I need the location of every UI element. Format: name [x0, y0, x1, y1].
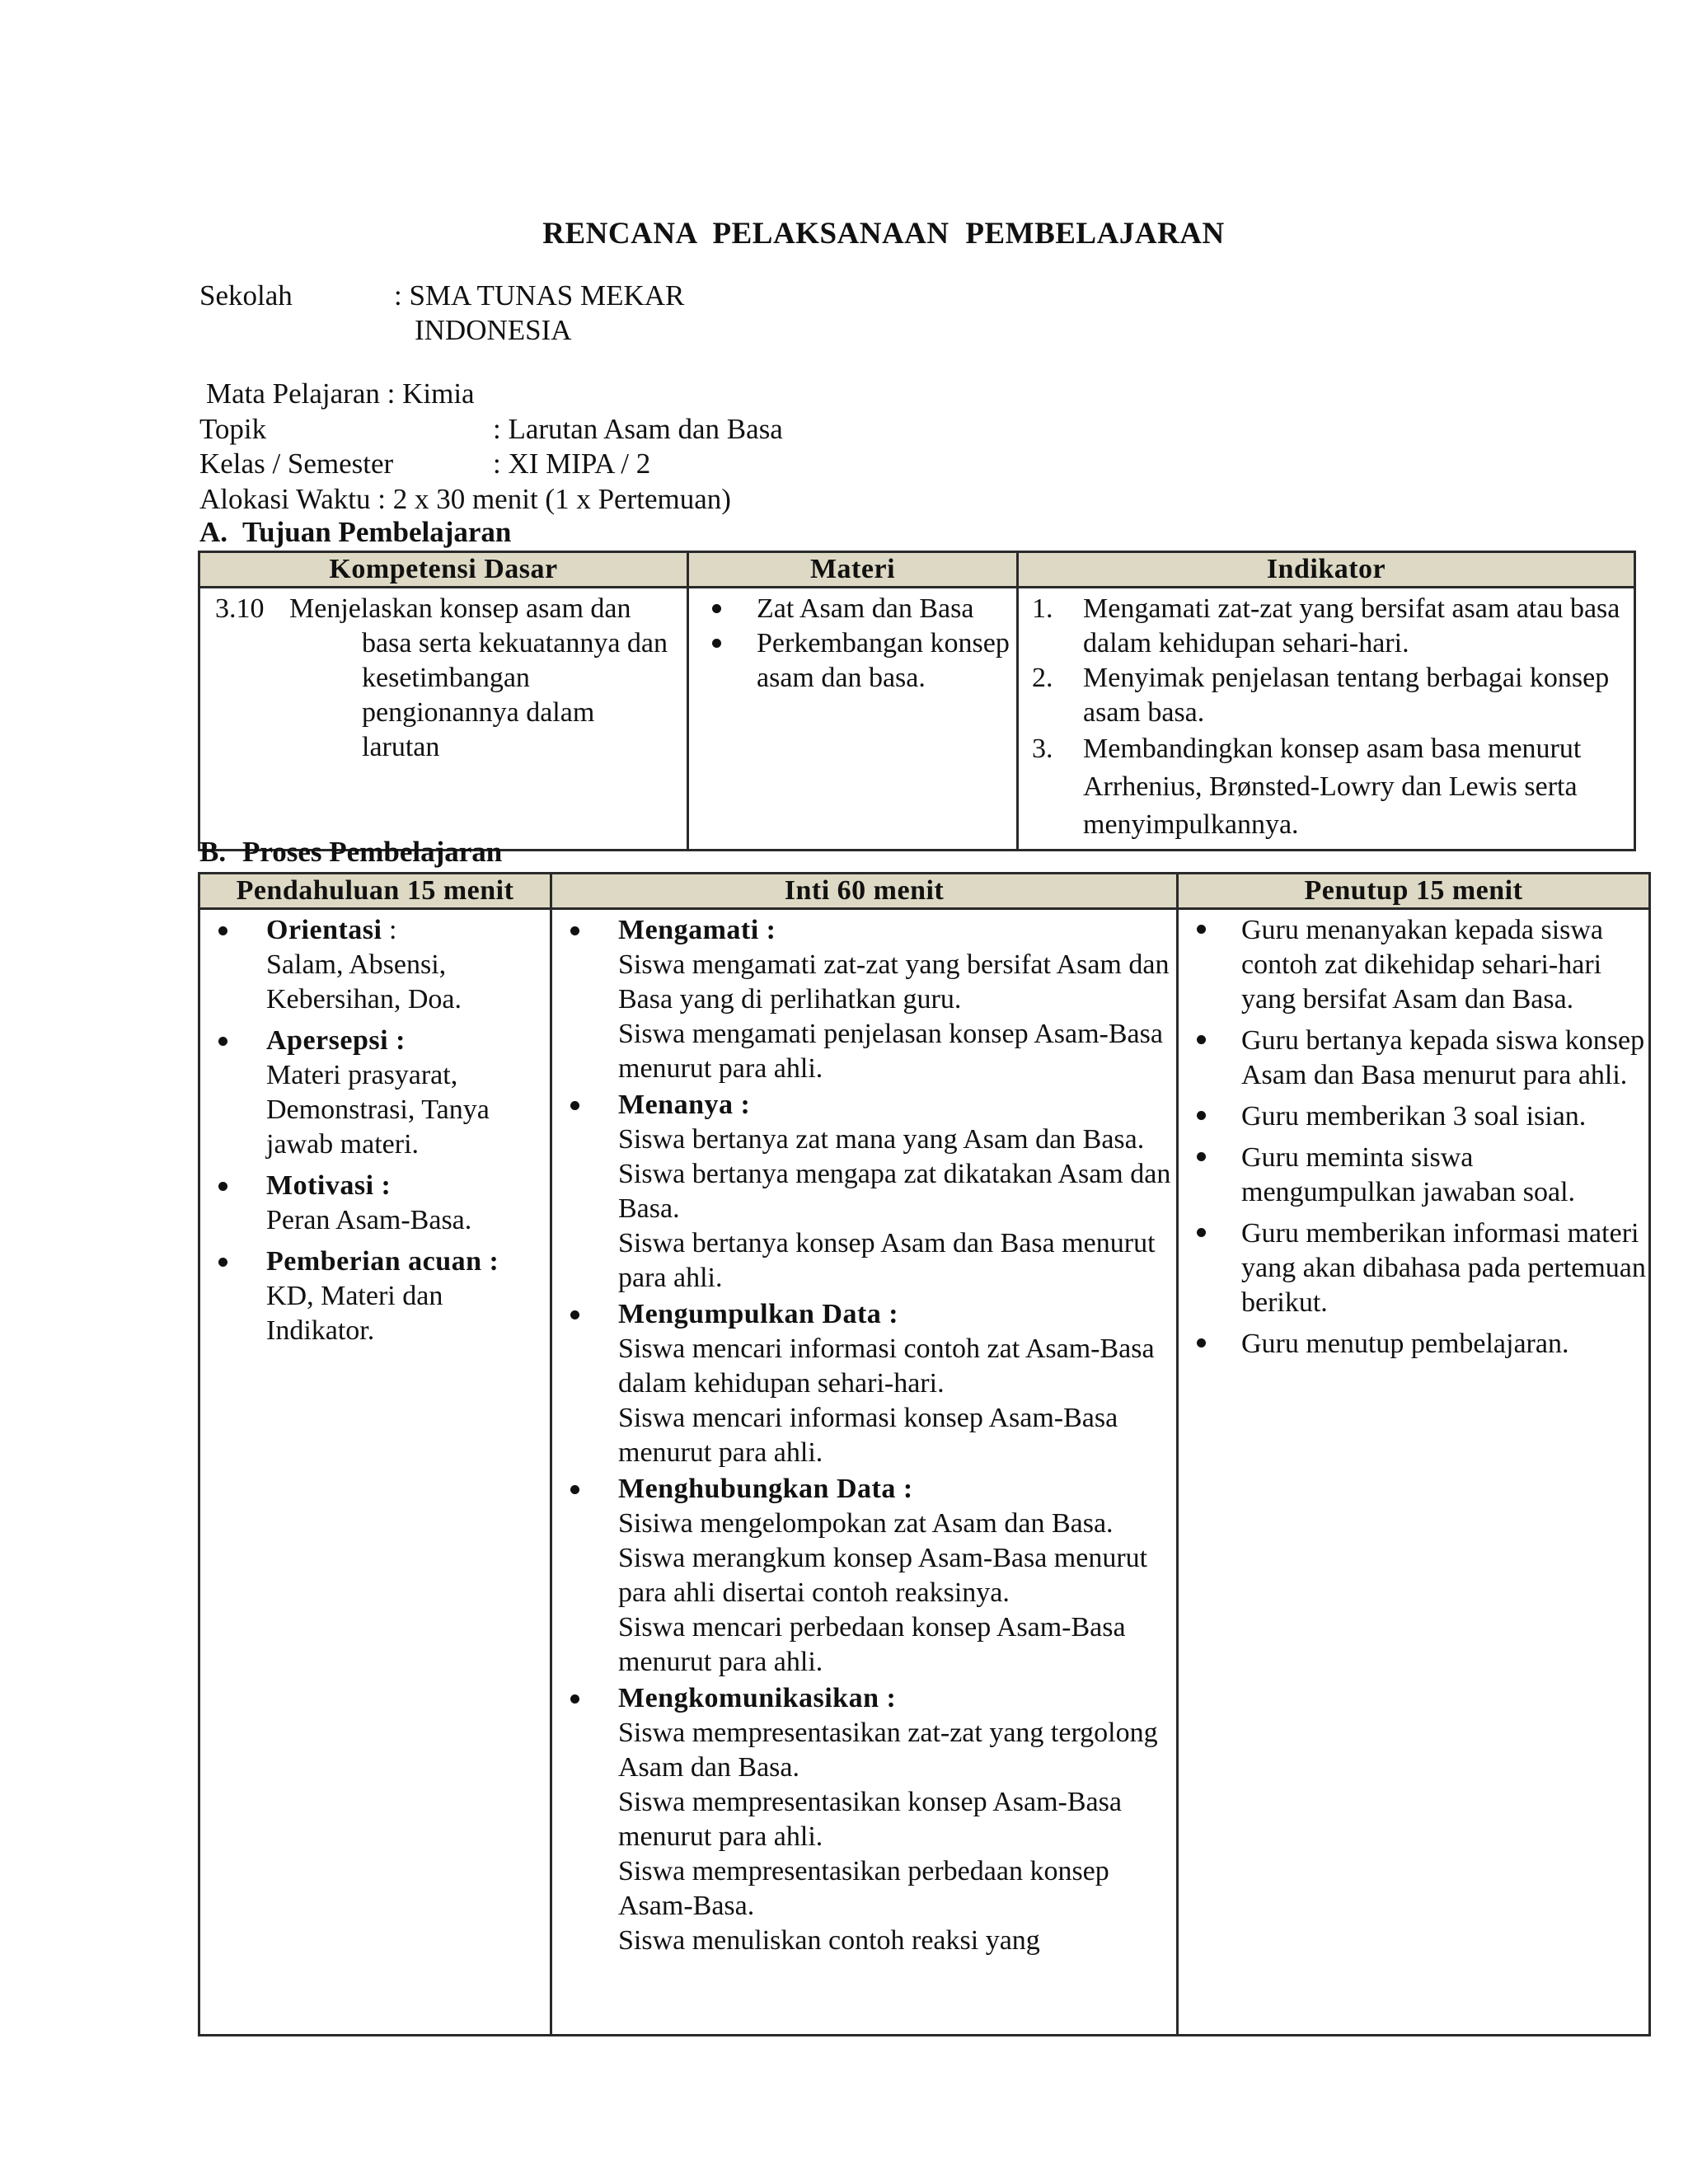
kelas-label: Kelas / Semester [199, 448, 394, 480]
pendahuluan-item: Motivasi : Peran Asam-Basa. [200, 1169, 550, 1238]
kd-text: Menjelaskan konsep asam dan basa serta kekuatannya dan kesetimbangan pengionannya dalam larutan [289, 593, 668, 762]
proses-table [198, 872, 1651, 2036]
header-inti: Inti 60 menit [551, 874, 1178, 909]
penutup-item: Guru menutup pembelajaran. [1179, 1327, 1648, 1361]
penutup-item: Guru memberikan informasi materi yang akan dibahasa pada pertemuan berikut. [1179, 1216, 1648, 1320]
indikator-item: 1. Mengamati zat-zat yang bersifat asam atau basa dalam kehidupan sehari-hari. [1032, 593, 1620, 658]
kompetensi-dasar-cell [199, 588, 688, 851]
header-penutup: Penutup 15 menit [1178, 874, 1650, 909]
indikator-cell [1018, 588, 1635, 851]
mata-pelajaran: Mata Pelajaran : Kimia [206, 377, 475, 410]
penutup-item: Guru menanyakan kepada siswa contoh zat dikehidap sehari-hari yang bersifat Asam dan Basa. [1179, 913, 1648, 1017]
materi-item: Perkembangan konsep asam dan basa. [689, 626, 1016, 696]
penutup-item: Guru meminta siswa mengumpulkan jawaban soal. [1179, 1141, 1648, 1210]
inti-item: Mengkomunikasikan : Siswa mempresentasikan zat-zat yang tergolong Asam dan Basa. Siswa mempresentasikan konsep Asam-Basa menurut para ahli. Siswa mempresentasikan perbedaan konsep Asam-Basa. Siswa menuliskan contoh reaksi yang [552, 1681, 1176, 1958]
header-indikator: Indikator [1018, 552, 1635, 588]
topik-label: Topik [199, 413, 267, 445]
kelas-value: : XI MIPA / 2 [493, 448, 651, 480]
header-pendahuluan: Pendahuluan 15 menit [199, 874, 551, 909]
pendahuluan-item: Pemberian acuan : KD, Materi dan Indikator. [200, 1244, 550, 1348]
penutup-item: Guru memberikan 3 soal isian. [1179, 1099, 1648, 1134]
alokasi-waktu: Alokasi Waktu : 2 x 30 menit (1 x Pertemuan) [199, 483, 731, 515]
inti-cell [551, 909, 1178, 2036]
inti-item: Mengamati : Siswa mengamati zat-zat yang bersifat Asam dan Basa yang di perlihatkan guru. Siswa mengamati penjelasan konsep Asam-Basa menurut para ahli. [552, 913, 1176, 1086]
sekolah-value-line1: : SMA TUNAS MEKAR [394, 279, 685, 312]
section-a-letter: A. [199, 516, 228, 548]
sekolah-label: Sekolah [199, 279, 293, 312]
section-a-heading [199, 516, 511, 549]
section-b-title: Proses Pembelajaran [242, 836, 503, 868]
inti-item: Mengumpulkan Data : Siswa mencari informasi contoh zat Asam-Basa dalam kehidupan sehari-hari. Siswa mencari informasi konsep Asam-Basa menurut para ahli. [552, 1297, 1176, 1470]
materi-item: Zat Asam dan Basa [689, 592, 1016, 626]
inti-item: Menghubungkan Data : Sisiwa mengelompokan zat Asam dan Basa. Siswa merangkum konsep Asam-Basa menurut para ahli disertai contoh reaksinya. Siswa mencari perbedaan konsep Asam-Basa menurut para ahli. [552, 1472, 1176, 1680]
kd-code: 3.10 [215, 593, 265, 624]
penutup-cell [1178, 909, 1650, 2036]
document-title: RENCANA PELAKSANAAN PEMBELAJARAN [542, 217, 1225, 251]
topik-value: : Larutan Asam dan Basa [493, 413, 783, 445]
section-a-title: Tujuan Pembelajaran [242, 516, 512, 548]
tujuan-table [198, 551, 1636, 851]
indikator-item: 3. Membandingkan konsep asam basa menurut Arrhenius, Brønsted-Lowry dan Lewis serta menyimpulkannya. [1032, 733, 1582, 840]
penutup-item: Guru bertanya kepada siswa konsep Asam dan Basa menurut para ahli. [1179, 1024, 1648, 1093]
header-materi: Materi [688, 552, 1018, 588]
section-b-letter: B. [199, 836, 227, 868]
header-kompetensi-dasar: Kompetensi Dasar [199, 552, 688, 588]
indikator-item: 2. Menyimak penjelasan tentang berbagai konsep asam basa. [1032, 663, 1610, 728]
pendahuluan-cell [199, 909, 551, 2036]
pendahuluan-item: Apersepsi : Materi prasyarat, Demonstrasi, Tanya jawab materi. [200, 1024, 550, 1162]
materi-cell [688, 588, 1018, 851]
pendahuluan-item: Orientasi : Salam, Absensi, Kebersihan, Doa. [200, 913, 550, 1017]
section-b-heading [199, 836, 502, 869]
inti-item: Menanya : Siswa bertanya zat mana yang Asam dan Basa. Siswa bertanya mengapa zat dikatakan Asam dan Basa. Siswa bertanya konsep Asam dan Basa menurut para ahli. [552, 1088, 1176, 1296]
sekolah-value-line2: INDONESIA [415, 314, 572, 346]
